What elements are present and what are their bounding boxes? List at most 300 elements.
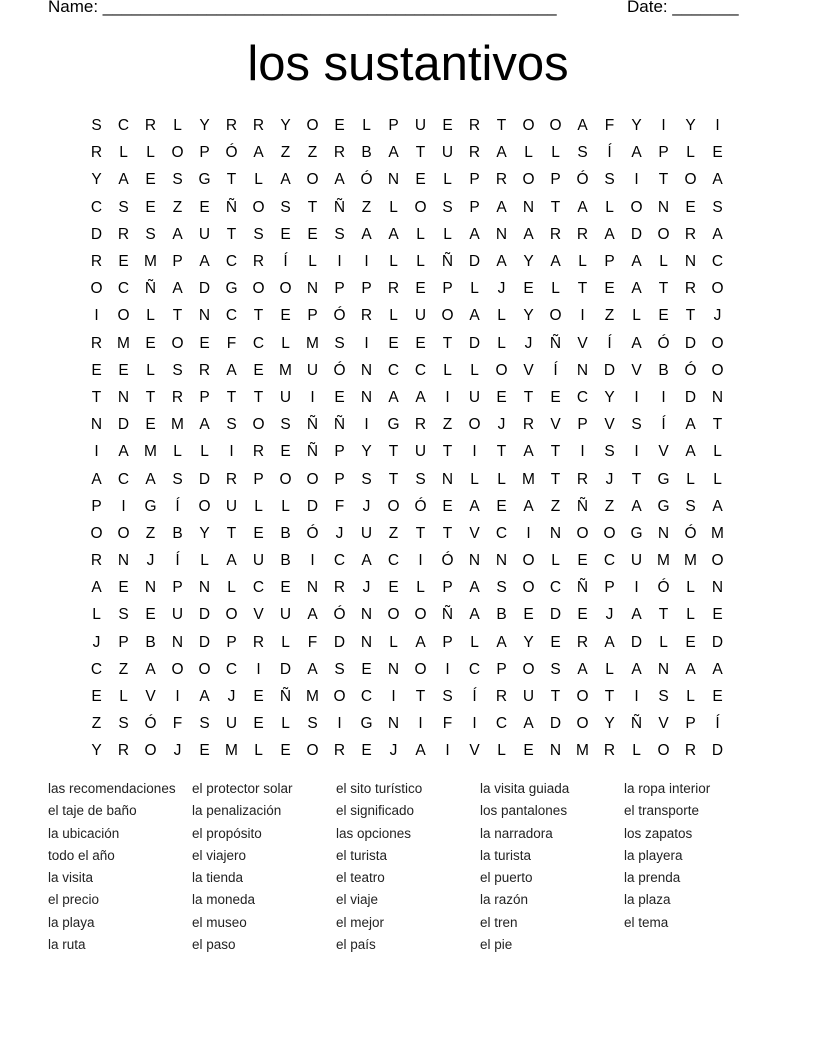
- word-bank-column: [48, 778, 192, 956]
- grid-letter: D: [198, 280, 211, 298]
- grid-letter: F: [172, 715, 183, 733]
- grid-letter: E: [442, 117, 453, 135]
- grid-letter: L: [416, 579, 425, 597]
- grid-letter: E: [550, 633, 561, 651]
- grid-letter: F: [334, 497, 345, 515]
- grid-letter: Ó: [684, 524, 697, 542]
- grid-letter: L: [416, 253, 425, 271]
- grid-letter: R: [468, 117, 481, 135]
- grid-row: [83, 547, 731, 574]
- grid-letter: V: [658, 443, 669, 461]
- word-search-grid: [83, 112, 731, 765]
- grid-letter: C: [711, 253, 724, 271]
- grid-letter: E: [361, 660, 372, 678]
- grid-letter: M: [144, 253, 157, 271]
- grid-letter: M: [117, 334, 130, 352]
- grid-letter: E: [307, 225, 318, 243]
- grid-letter: N: [576, 361, 589, 379]
- grid-letter: L: [686, 470, 695, 488]
- grid-letter: R: [684, 280, 697, 298]
- grid-letter: E: [496, 388, 507, 406]
- grid-letter: N: [117, 388, 130, 406]
- grid-letter: R: [90, 552, 103, 570]
- grid-letter: I: [364, 253, 369, 271]
- grid-letter: U: [279, 388, 292, 406]
- grid-letter: Z: [280, 144, 291, 162]
- grid-letter: L: [632, 742, 641, 760]
- grid-letter: C: [495, 715, 508, 733]
- grid-letter: L: [443, 225, 452, 243]
- grid-letter: I: [256, 660, 261, 678]
- grid-letter: L: [686, 144, 695, 162]
- word-bank-item: la ruta: [48, 937, 86, 953]
- grid-letter: N: [360, 606, 373, 624]
- grid-letter: I: [175, 688, 180, 706]
- grid-letter: C: [117, 117, 130, 135]
- grid-letter: A: [469, 579, 480, 597]
- grid-letter: O: [441, 307, 454, 325]
- grid-letter: U: [414, 443, 427, 461]
- grid-letter: E: [388, 579, 399, 597]
- grid-letter: J: [389, 742, 398, 760]
- grid-letter: A: [199, 688, 210, 706]
- grid-letter: N: [198, 579, 211, 597]
- grid-letter: N: [387, 715, 400, 733]
- grid-letter: A: [631, 280, 642, 298]
- grid-letter: P: [253, 470, 264, 488]
- grid-letter: O: [711, 361, 724, 379]
- grid-letter: Ó: [333, 307, 346, 325]
- grid-letter: S: [91, 117, 102, 135]
- grid-letter: O: [198, 660, 211, 678]
- grid-letter: L: [254, 171, 263, 189]
- grid-row: [83, 683, 731, 710]
- grid-letter: A: [496, 253, 507, 271]
- grid-letter: Ñ: [630, 715, 643, 733]
- grid-letter: U: [252, 552, 265, 570]
- grid-letter: R: [684, 225, 697, 243]
- grid-letter: P: [118, 633, 129, 651]
- grid-letter: C: [90, 660, 103, 678]
- grid-letter: N: [549, 524, 562, 542]
- grid-letter: L: [308, 253, 317, 271]
- grid-letter: O: [522, 117, 535, 135]
- grid-letter: Z: [307, 144, 318, 162]
- grid-letter: R: [252, 633, 265, 651]
- grid-letter: E: [280, 225, 291, 243]
- grid-letter: E: [145, 171, 156, 189]
- grid-letter: E: [145, 606, 156, 624]
- grid-letter: I: [634, 443, 639, 461]
- grid-letter: C: [333, 552, 346, 570]
- grid-letter: A: [280, 171, 291, 189]
- grid-letter: J: [173, 742, 182, 760]
- word-bank-item: la prenda: [624, 870, 681, 886]
- word-bank-item: la turista: [480, 847, 532, 863]
- grid-letter: O: [90, 524, 103, 542]
- word-bank-item: el transporte: [624, 803, 700, 819]
- grid-letter: O: [630, 198, 643, 216]
- grid-letter: R: [252, 117, 265, 135]
- grid-letter: D: [711, 633, 724, 651]
- grid-letter: U: [171, 606, 184, 624]
- grid-letter: A: [685, 443, 696, 461]
- grid-letter: B: [280, 524, 291, 542]
- grid-letter: S: [118, 606, 129, 624]
- grid-row: [83, 411, 731, 438]
- grid-letter: Ñ: [225, 198, 238, 216]
- grid-letter: V: [523, 361, 534, 379]
- grid-row: [83, 384, 731, 411]
- grid-letter: U: [360, 524, 373, 542]
- grid-letter: Ó: [657, 579, 670, 597]
- grid-letter: A: [118, 443, 129, 461]
- grid-letter: E: [199, 334, 210, 352]
- grid-row: [83, 465, 731, 492]
- grid-letter: Í: [715, 715, 720, 733]
- grid-letter: I: [526, 524, 531, 542]
- grid-letter: S: [685, 497, 696, 515]
- grid-letter: U: [279, 606, 292, 624]
- grid-letter: N: [171, 633, 184, 651]
- grid-letter: A: [631, 253, 642, 271]
- word-bank-item: el viaje: [336, 892, 379, 908]
- word-bank-item: la plaza: [624, 892, 671, 908]
- grid-letter: Ó: [144, 715, 157, 733]
- grid-letter: G: [630, 524, 643, 542]
- grid-letter: Z: [172, 198, 183, 216]
- grid-letter: P: [172, 579, 183, 597]
- grid-letter: R: [333, 742, 346, 760]
- grid-letter: A: [415, 388, 426, 406]
- word-bank-item: el protector solar: [192, 781, 293, 796]
- grid-letter: D: [711, 742, 724, 760]
- grid-letter: Y: [604, 388, 615, 406]
- grid-letter: M: [279, 361, 292, 379]
- grid-letter: A: [307, 606, 318, 624]
- grid-letter: T: [550, 443, 561, 461]
- grid-letter: Í: [661, 416, 666, 434]
- grid-letter: R: [360, 307, 373, 325]
- grid-letter: N: [495, 552, 508, 570]
- grid-letter: L: [497, 470, 506, 488]
- grid-letter: B: [145, 633, 156, 651]
- grid-letter: O: [90, 280, 103, 298]
- grid-letter: O: [522, 552, 535, 570]
- grid-letter: L: [497, 334, 506, 352]
- grid-letter: E: [253, 361, 264, 379]
- grid-letter: E: [550, 388, 561, 406]
- grid-letter: A: [631, 660, 642, 678]
- grid-letter: D: [117, 416, 130, 434]
- grid-letter: P: [685, 715, 696, 733]
- grid-letter: J: [524, 334, 533, 352]
- grid-letter: N: [360, 361, 373, 379]
- grid-letter: Y: [280, 117, 291, 135]
- grid-letter: Í: [472, 688, 477, 706]
- grid-letter: S: [658, 688, 669, 706]
- grid-letter: I: [310, 388, 315, 406]
- grid-letter: Ó: [306, 524, 319, 542]
- grid-letter: J: [335, 524, 344, 542]
- grid-letter: E: [280, 307, 291, 325]
- grid-row: [83, 438, 731, 465]
- grid-letter: N: [306, 579, 319, 597]
- grid-letter: U: [198, 225, 211, 243]
- grid-letter: T: [388, 443, 399, 461]
- grid-letter: Z: [145, 524, 156, 542]
- word-bank-item: el pie: [480, 937, 513, 953]
- grid-letter: E: [523, 742, 534, 760]
- grid-letter: Y: [685, 117, 696, 135]
- grid-letter: U: [441, 144, 454, 162]
- grid-letter: L: [119, 144, 128, 162]
- grid-letter: S: [550, 660, 561, 678]
- grid-letter: O: [711, 552, 724, 570]
- grid-letter: M: [225, 742, 238, 760]
- word-bank-item: el museo: [192, 914, 247, 930]
- grid-letter: S: [334, 334, 345, 352]
- grid-row: [83, 302, 731, 329]
- grid-letter: O: [657, 742, 670, 760]
- grid-letter: I: [634, 579, 639, 597]
- grid-letter: T: [388, 470, 399, 488]
- grid-letter: M: [711, 524, 724, 542]
- grid-letter: C: [414, 361, 427, 379]
- grid-letter: Í: [607, 144, 612, 162]
- grid-letter: I: [661, 388, 666, 406]
- grid-letter: N: [657, 524, 670, 542]
- grid-letter: O: [657, 225, 670, 243]
- grid-letter: Y: [199, 117, 210, 135]
- word-bank-item: el puerto: [480, 870, 533, 886]
- grid-letter: A: [631, 144, 642, 162]
- grid-letter: A: [334, 171, 345, 189]
- grid-letter: Í: [283, 253, 288, 271]
- grid-row: [83, 737, 731, 764]
- grid-letter: E: [91, 688, 102, 706]
- grid-letter: R: [576, 470, 589, 488]
- grid-letter: J: [146, 552, 155, 570]
- grid-letter: P: [550, 171, 561, 189]
- grid-letter: A: [226, 361, 237, 379]
- grid-letter: L: [416, 225, 425, 243]
- grid-letter: O: [549, 307, 562, 325]
- grid-letter: O: [333, 688, 346, 706]
- grid-letter: A: [388, 144, 399, 162]
- grid-letter: C: [252, 334, 265, 352]
- grid-row: [83, 275, 731, 302]
- grid-letter: O: [171, 660, 184, 678]
- grid-letter: E: [91, 361, 102, 379]
- grid-letter: V: [253, 606, 264, 624]
- grid-letter: Ñ: [306, 416, 319, 434]
- word-bank-item: la visita: [48, 870, 94, 886]
- grid-letter: M: [576, 742, 589, 760]
- grid-letter: O: [279, 470, 292, 488]
- grid-letter: S: [172, 171, 183, 189]
- grid-letter: S: [118, 715, 129, 733]
- grid-letter: A: [226, 552, 237, 570]
- grid-row: [83, 656, 731, 683]
- grid-letter: I: [472, 715, 477, 733]
- grid-letter: Z: [361, 198, 372, 216]
- grid-letter: A: [523, 443, 534, 461]
- grid-letter: E: [388, 334, 399, 352]
- grid-letter: C: [495, 524, 508, 542]
- word-bank-column: [192, 778, 336, 956]
- grid-letter: T: [415, 524, 426, 542]
- grid-letter: Ó: [441, 552, 454, 570]
- grid-letter: A: [577, 660, 588, 678]
- grid-letter: E: [496, 497, 507, 515]
- word-bank-item: la ropa interior: [624, 781, 711, 796]
- grid-letter: E: [118, 361, 129, 379]
- grid-letter: A: [469, 307, 480, 325]
- grid-letter: L: [200, 552, 209, 570]
- grid-row: [83, 248, 731, 275]
- word-bank-item: la playa: [48, 914, 95, 930]
- grid-letter: Y: [91, 742, 102, 760]
- grid-letter: O: [522, 579, 535, 597]
- grid-letter: A: [199, 416, 210, 434]
- grid-letter: Y: [604, 715, 615, 733]
- grid-letter: T: [496, 443, 507, 461]
- grid-letter: S: [226, 416, 237, 434]
- grid-letter: P: [388, 117, 399, 135]
- grid-letter: U: [414, 307, 427, 325]
- grid-row: [83, 520, 731, 547]
- grid-letter: O: [252, 198, 265, 216]
- word-bank-item: la tienda: [192, 870, 244, 886]
- grid-letter: O: [576, 688, 589, 706]
- grid-letter: I: [445, 388, 450, 406]
- grid-letter: I: [229, 443, 234, 461]
- grid-letter: R: [603, 742, 616, 760]
- grid-letter: C: [225, 253, 238, 271]
- grid-letter: J: [362, 579, 371, 597]
- grid-letter: V: [469, 524, 480, 542]
- grid-letter: Y: [631, 117, 642, 135]
- grid-letter: A: [631, 334, 642, 352]
- grid-letter: Y: [361, 443, 372, 461]
- grid-letter: A: [469, 225, 480, 243]
- grid-letter: L: [551, 144, 560, 162]
- grid-letter: C: [576, 388, 589, 406]
- grid-letter: G: [198, 171, 211, 189]
- grid-letter: O: [279, 280, 292, 298]
- grid-letter: R: [333, 579, 346, 597]
- grid-letter: T: [685, 307, 696, 325]
- grid-letter: D: [306, 497, 319, 515]
- grid-letter: N: [387, 171, 400, 189]
- grid-letter: O: [684, 171, 697, 189]
- grid-letter: C: [117, 280, 130, 298]
- grid-letter: O: [171, 334, 184, 352]
- grid-letter: Z: [550, 497, 561, 515]
- grid-letter: O: [522, 660, 535, 678]
- grid-letter: P: [604, 253, 615, 271]
- grid-letter: I: [337, 253, 342, 271]
- grid-letter: A: [712, 171, 723, 189]
- grid-letter: V: [145, 688, 156, 706]
- grid-letter: P: [226, 633, 237, 651]
- grid-letter: E: [712, 688, 723, 706]
- grid-letter: T: [712, 416, 723, 434]
- grid-letter: A: [145, 660, 156, 678]
- grid-letter: U: [306, 361, 319, 379]
- grid-letter: L: [281, 715, 290, 733]
- grid-letter: L: [605, 660, 614, 678]
- grid-letter: P: [604, 579, 615, 597]
- grid-letter: A: [577, 198, 588, 216]
- grid-letter: S: [199, 715, 210, 733]
- grid-letter: L: [524, 144, 533, 162]
- grid-letter: E: [199, 742, 210, 760]
- grid-letter: E: [118, 253, 129, 271]
- grid-letter: G: [225, 280, 238, 298]
- grid-letter: I: [661, 117, 666, 135]
- grid-letter: P: [469, 171, 480, 189]
- grid-letter: D: [468, 334, 481, 352]
- grid-letter: I: [634, 688, 639, 706]
- grid-letter: Z: [118, 660, 129, 678]
- grid-letter: Y: [523, 253, 534, 271]
- grid-letter: A: [523, 715, 534, 733]
- grid-letter: L: [632, 307, 641, 325]
- grid-letter: R: [576, 225, 589, 243]
- name-field-label: Name: ________________________________________________: [48, 0, 557, 16]
- grid-letter: R: [252, 253, 265, 271]
- grid-row: [83, 357, 731, 384]
- word-bank-item: el tren: [480, 914, 518, 930]
- grid-letter: O: [117, 307, 130, 325]
- grid-letter: C: [387, 361, 400, 379]
- grid-letter: R: [576, 633, 589, 651]
- grid-letter: T: [550, 688, 561, 706]
- grid-letter: L: [443, 361, 452, 379]
- grid-letter: T: [550, 198, 561, 216]
- grid-row: [83, 601, 731, 628]
- grid-letter: L: [146, 307, 155, 325]
- grid-letter: T: [91, 388, 102, 406]
- grid-letter: I: [337, 715, 342, 733]
- grid-letter: N: [549, 742, 562, 760]
- grid-letter: D: [90, 225, 103, 243]
- grid-letter: F: [604, 117, 615, 135]
- grid-letter: A: [361, 225, 372, 243]
- grid-letter: R: [90, 334, 103, 352]
- grid-letter: D: [549, 606, 562, 624]
- grid-letter: O: [387, 606, 400, 624]
- grid-letter: O: [549, 117, 562, 135]
- grid-letter: D: [630, 225, 643, 243]
- grid-letter: T: [442, 443, 453, 461]
- grid-letter: A: [307, 660, 318, 678]
- grid-letter: A: [91, 470, 102, 488]
- grid-letter: A: [496, 633, 507, 651]
- grid-letter: V: [469, 742, 480, 760]
- grid-letter: D: [684, 334, 697, 352]
- grid-letter: E: [334, 388, 345, 406]
- grid-letter: L: [470, 470, 479, 488]
- grid-letter: P: [199, 388, 210, 406]
- grid-letter: S: [172, 361, 183, 379]
- grid-letter: G: [387, 416, 400, 434]
- grid-letter: B: [280, 552, 291, 570]
- grid-letter: Ó: [576, 171, 589, 189]
- grid-letter: P: [334, 443, 345, 461]
